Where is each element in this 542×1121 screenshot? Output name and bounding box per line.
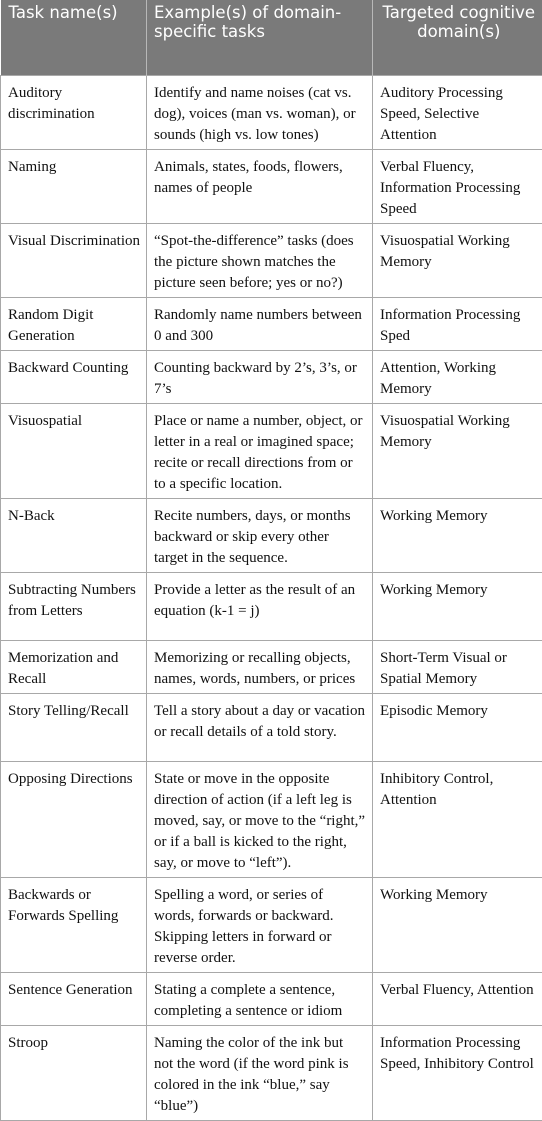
domain-cell: Visuospatial Working Memory	[373, 223, 542, 297]
example-cell: Memorizing or recalling objects, names, words, numbers, or prices	[147, 640, 373, 693]
table-row	[1, 403, 542, 498]
domain-cell: Episodic Memory	[373, 693, 542, 761]
example-cell: State or move in the opposite direction of action (if a left leg is moved, say, or move to the “right,” or if a ball is kicked to the right, say, or move to “left”).	[147, 761, 373, 877]
domain-cell: Working Memory	[373, 572, 542, 640]
table-row	[1, 877, 542, 972]
table-header	[1, 0, 542, 75]
task-name-cell: Subtracting Numbers from Letters	[1, 572, 147, 640]
example-cell: Spelling a word, or series of words, forwards or backward. Skipping letters in forward or reverse order.	[147, 877, 373, 972]
table-row	[1, 693, 542, 761]
task-name-cell: Visual Discrimination	[1, 223, 147, 297]
example-cell: Recite numbers, days, or months backward or skip every other target in the sequence.	[147, 498, 373, 572]
task-name-cell: Auditory discrimination	[1, 75, 147, 149]
example-cell: Identify and name noises (cat vs. dog), voices (man vs. woman), or sounds (high vs. low tones)	[147, 75, 373, 149]
table-row	[1, 1025, 542, 1120]
domain-cell: Verbal Fluency, Information Processing Speed	[373, 149, 542, 223]
domain-cell: Working Memory	[373, 877, 542, 972]
table-row	[1, 297, 542, 350]
domain-cell: Verbal Fluency, Attention	[373, 972, 542, 1025]
domain-cell: Auditory Processing Speed, Selective Attention	[373, 75, 542, 149]
table-row	[1, 640, 542, 693]
table-row	[1, 498, 542, 572]
header-examples: Example(s) of domain-specific tasks	[147, 0, 373, 75]
header-task-name: Task name(s)	[1, 0, 147, 75]
table-row	[1, 972, 542, 1025]
header-row	[1, 0, 542, 75]
header-cognitive-domain: Targeted cognitive domain(s)	[373, 0, 542, 75]
domain-cell: Inhibitory Control, Attention	[373, 761, 542, 877]
task-name-cell: Backwards or Forwards Spelling	[1, 877, 147, 972]
example-cell: Naming the color of the ink but not the word (if the word pink is colored in the ink “blue,” say “blue”)	[147, 1025, 373, 1120]
table-row	[1, 223, 542, 297]
example-cell: Animals, states, foods, flowers, names of people	[147, 149, 373, 223]
example-cell: Randomly name numbers between 0 and 300	[147, 297, 373, 350]
domain-cell: Information Processing Speed, Inhibitory Control	[373, 1025, 542, 1120]
domain-cell: Short-Term Visual or Spatial Memory	[373, 640, 542, 693]
example-cell: Stating a complete a sentence, completing a sentence or idiom	[147, 972, 373, 1025]
task-name-cell: Sentence Generation	[1, 972, 147, 1025]
task-name-cell: Backward Counting	[1, 350, 147, 403]
table-row	[1, 75, 542, 149]
domain-cell: Working Memory	[373, 498, 542, 572]
domain-cell: Visuospatial Working Memory	[373, 403, 542, 498]
example-cell: Counting backward by 2’s, 3’s, or 7’s	[147, 350, 373, 403]
table-row	[1, 572, 542, 640]
task-name-cell: Story Telling/Recall	[1, 693, 147, 761]
task-name-cell: Stroop	[1, 1025, 147, 1120]
example-cell: Place or name a number, object, or letter in a real or imagined space; recite or recall directions from or to a specific location.	[147, 403, 373, 498]
task-name-cell: Random Digit Generation	[1, 297, 147, 350]
example-cell: Tell a story about a day or vacation or recall details of a told story.	[147, 693, 373, 761]
task-name-cell: Opposing Directions	[1, 761, 147, 877]
task-name-cell: Memorization and Recall	[1, 640, 147, 693]
table-row	[1, 761, 542, 877]
table-body	[1, 75, 542, 1120]
task-name-cell: Naming	[1, 149, 147, 223]
table-row	[1, 350, 542, 403]
example-cell: Provide a letter as the result of an equation (k-1 = j)	[147, 572, 373, 640]
table-row	[1, 149, 542, 223]
task-name-cell: Visuospatial	[1, 403, 147, 498]
example-cell: “Spot-the-difference” tasks (does the picture shown matches the picture seen before; yes or no?)	[147, 223, 373, 297]
domain-cell: Attention, Working Memory	[373, 350, 542, 403]
domain-cell: Information Processing Sped	[373, 297, 542, 350]
task-name-cell: N-Back	[1, 498, 147, 572]
